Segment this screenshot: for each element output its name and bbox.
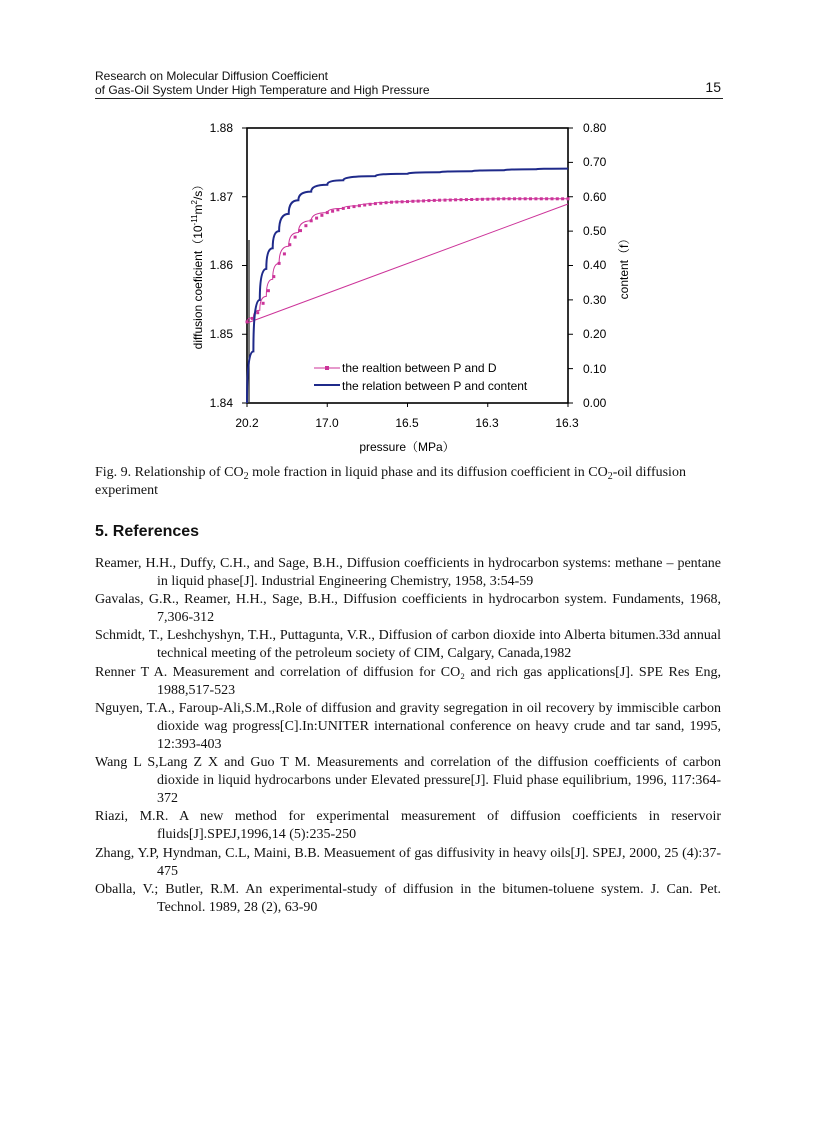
data-point xyxy=(524,197,527,200)
data-point xyxy=(374,202,377,205)
data-point xyxy=(492,198,495,201)
data-point xyxy=(411,200,414,203)
data-point xyxy=(438,199,441,202)
data-point xyxy=(390,201,393,204)
y2-tick-label: 0.20 xyxy=(583,327,607,341)
data-point xyxy=(347,206,350,209)
data-point xyxy=(508,197,511,200)
data-point xyxy=(422,199,425,202)
data-point xyxy=(449,199,452,202)
section-title: 5. References xyxy=(95,523,200,540)
y2-tick-label: 0.00 xyxy=(583,396,607,410)
data-point xyxy=(315,217,318,220)
page-number: 15 xyxy=(705,79,721,95)
data-point xyxy=(502,197,505,200)
data-point xyxy=(336,208,339,211)
data-point xyxy=(534,197,537,200)
data-point xyxy=(444,199,447,202)
data-point xyxy=(518,197,521,200)
legend-label-content: the relation between P and content xyxy=(342,379,528,393)
header-title-line2: of Gas-Oil System Under High Temperature and High Pressure xyxy=(95,83,430,97)
reference-item: Nguyen, T.A., Faroup-Ali,S.M.,Role of diffusion and gravity segregation in oil recovery by immiscible carbon dioxide wag progress[C].In:UNITER international conference on heavy crude and tar sand, 1995, 12:393-403 xyxy=(95,700,721,752)
reference-item: Schmidt, T., Leshchyshyn, T.H., Puttagunta, V.R., Diffusion of carbon dioxide into Alberta bitumen.33d annual technical meeting of the petroleum society of CIM, Calgary, Canada,1982 xyxy=(95,628,721,662)
data-point xyxy=(272,275,275,278)
y-tick-label: 1.86 xyxy=(209,258,233,272)
data-point xyxy=(545,197,548,200)
data-point xyxy=(246,320,249,323)
data-point xyxy=(369,203,372,206)
caption-sub1: 2 xyxy=(243,471,249,482)
y-axis-title xyxy=(190,179,205,350)
data-point xyxy=(395,201,398,204)
y-axis-title-sup1: -11 xyxy=(190,214,199,226)
y2-tick-label: 0.60 xyxy=(583,190,607,204)
x-tick-labels xyxy=(235,416,579,430)
x-tick-label: 16.5 xyxy=(395,416,419,430)
x-tick-label: 17.0 xyxy=(315,416,339,430)
y-tick-label: 1.84 xyxy=(209,396,233,410)
data-point xyxy=(288,243,291,246)
data-point xyxy=(294,236,297,239)
data-point xyxy=(304,224,307,227)
data-point xyxy=(379,202,382,205)
y2-axis-title: content（f） xyxy=(617,232,631,300)
data-point xyxy=(320,214,323,217)
header-title-line1: Research on Molecular Diffusion Coefficient xyxy=(95,69,329,83)
data-point xyxy=(513,197,516,200)
data-point xyxy=(556,197,559,200)
data-point xyxy=(353,205,356,208)
y-tick-label: 1.85 xyxy=(209,327,233,341)
data-point xyxy=(267,289,270,292)
legend-label-d: the realtion between P and D xyxy=(342,361,497,375)
data-point xyxy=(406,200,409,203)
y-axis-title-sup2: 2 xyxy=(190,200,199,205)
y2-tick-label: 0.40 xyxy=(583,258,607,272)
y-axis-title-main: diffusion coeficient（10 xyxy=(191,225,205,350)
y2-tick-label: 0.10 xyxy=(583,362,607,376)
data-point xyxy=(283,252,286,255)
data-point xyxy=(486,198,489,201)
data-point xyxy=(331,210,334,213)
figure-caption xyxy=(95,464,723,500)
data-point xyxy=(561,197,564,200)
data-point xyxy=(551,197,554,200)
reference-item: Renner T A. Measurement and correlation of diffusion for CO₂ and rich gas applications[J]. SPE Res Eng, 1988,517-523 xyxy=(95,664,721,698)
data-point xyxy=(278,262,281,265)
data-point xyxy=(567,197,570,200)
data-point xyxy=(251,317,254,320)
data-point xyxy=(401,200,404,203)
x-axis-title: pressure（MPa） xyxy=(359,440,455,454)
y-tick-label: 1.87 xyxy=(209,190,233,204)
reference-item: Wang L S,Lang Z X and Guo T M. Measurements and correlation of the diffusion coefficients of carbon dioxide in liquid hydrocarbons under Elevated pressure[J]. Fluid phase equilibrium, 1996, 117:364-372 xyxy=(95,755,721,807)
reference-item: Reamer, H.H., Duffy, C.H., and Sage, B.H., Diffusion coefficients in hydrocarbon systems: methane – pentane in liquid phase[J]. Industrial Engineering Chemistry, 1958, 3:54-59 xyxy=(95,556,721,590)
data-point xyxy=(454,198,457,201)
data-point xyxy=(256,311,259,314)
data-point xyxy=(470,198,473,201)
x-tick-label: 16.3 xyxy=(555,416,579,430)
data-point xyxy=(529,197,532,200)
data-point xyxy=(262,302,265,305)
x-tick-label: 16.3 xyxy=(475,416,499,430)
reference-item: Riazi, M.R. A new method for experimental measurement of diffusion coefficients in reservoir fluids[J].SPEJ,1996,14 (5):235-250 xyxy=(95,809,721,843)
y2-tick-label: 0.50 xyxy=(583,224,607,238)
caption-prefix: Fig. 9. Relationship of CO xyxy=(95,465,244,480)
legend-marker-d xyxy=(325,366,329,370)
data-point xyxy=(358,204,361,207)
reference-item: Oballa, V.; Butler, R.M. An experimental-study of diffusion in the bitumen-toluene system. J. Can. Pet. Technol. 1989, 28 (2), 63-90 xyxy=(95,881,721,915)
figure-9-chart xyxy=(0,0,816,460)
data-point xyxy=(385,201,388,204)
y-axis-title-end: /s） xyxy=(191,178,205,201)
x-tick-label: 20.2 xyxy=(235,416,259,430)
data-point xyxy=(465,198,468,201)
y2-tick-label: 0.30 xyxy=(583,293,607,307)
data-point xyxy=(481,198,484,201)
y2-tick-labels xyxy=(583,121,607,410)
data-point xyxy=(299,229,302,232)
data-point xyxy=(476,198,479,201)
data-point xyxy=(540,197,543,200)
data-point xyxy=(427,199,430,202)
data-point xyxy=(433,199,436,202)
data-point xyxy=(363,204,366,207)
reference-list xyxy=(95,555,721,917)
data-point xyxy=(497,197,500,200)
y-axis-title-mid: m xyxy=(191,204,205,215)
y2-tick-label: 0.80 xyxy=(583,121,607,135)
reference-item: Zhang, Y.P, Hyndman, C.L, Maini, B.B. Measuement of gas diffusivity in heavy oils[J]. SPEJ, 2000, 25 (4):37-475 xyxy=(95,845,721,879)
y2-tick-label: 0.70 xyxy=(583,155,607,169)
data-point xyxy=(417,200,420,203)
data-point xyxy=(342,207,345,210)
caption-middle: mole fraction in liquid phase and its diffusion coefficient in CO xyxy=(248,465,608,480)
reference-item: Gavalas, G.R., Reamer, H.H., Sage, B.H., Diffusion coefficients in hydrocarbon system. Fundaments, 1968, 7,306-312 xyxy=(95,592,721,626)
y-tick-labels xyxy=(210,121,234,410)
caption-suffix: -oil diffusion experiment xyxy=(95,465,686,498)
data-point xyxy=(310,219,313,222)
data-point xyxy=(326,211,329,214)
caption-sub2: 2 xyxy=(607,471,613,482)
y-tick-label: 1.88 xyxy=(209,121,233,135)
data-point xyxy=(460,198,463,201)
